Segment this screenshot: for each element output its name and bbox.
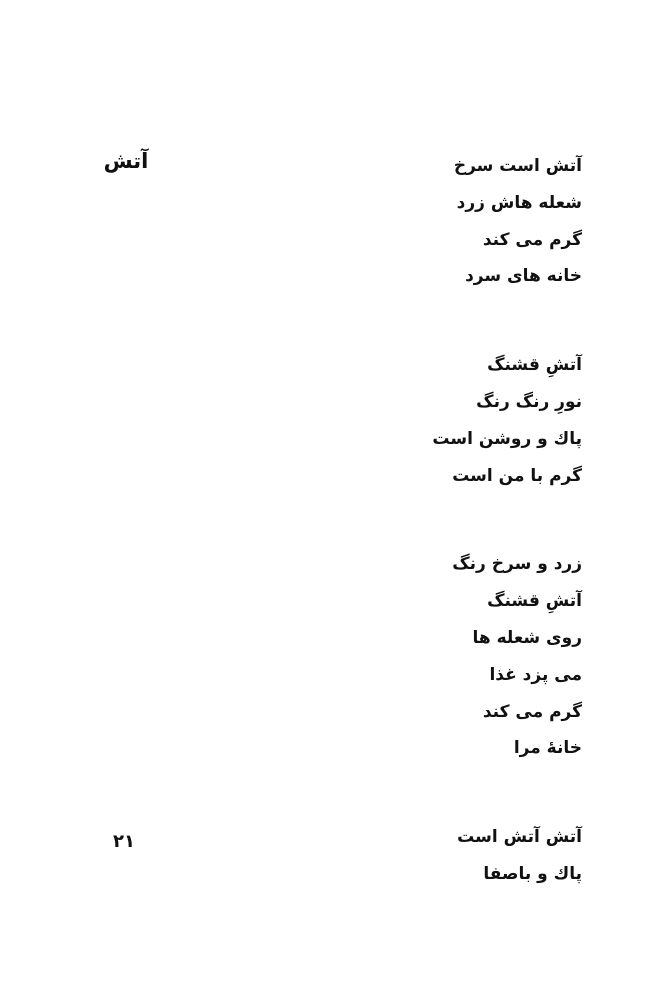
page-title: آتش: [103, 149, 149, 173]
poem-line: گرم می کند: [482, 229, 582, 250]
stanza-4: [282, 819, 582, 893]
poem-line: خانه های سرد: [465, 266, 582, 287]
poem: [282, 148, 582, 945]
poem-line: پاك و باصفا: [483, 863, 582, 884]
poem-line: آتش است سرخ: [453, 156, 582, 176]
poem-line: شعله هاش زرد: [456, 192, 582, 213]
poem-line: پاك و روشن است: [432, 428, 582, 449]
poem-line: نورِ رنگ رنگ: [476, 391, 582, 412]
poem-line: زرد و سرخ رنگ: [452, 554, 582, 575]
stanza-2: [282, 347, 582, 494]
poem-line: گرم می کند: [482, 701, 582, 722]
stanza-1: [282, 148, 582, 295]
poem-line: آتشِ قشنگ: [487, 355, 582, 376]
poem-line: گرم با من است: [452, 465, 582, 486]
page-number: ۲۱: [113, 831, 135, 852]
poem-line: خانهٔ مرا: [513, 738, 582, 759]
poem-line: آتش آتش است: [457, 827, 582, 848]
poem-line: آتشِ قشنگ: [487, 591, 582, 612]
poem-line: می پزد غذا: [489, 664, 582, 685]
stanza-3: [282, 546, 582, 767]
poem-line: روی شعله ها: [472, 627, 582, 648]
